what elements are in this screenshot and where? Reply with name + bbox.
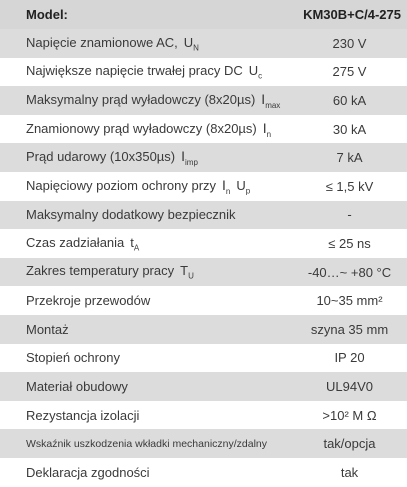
spec-value: -40…~ +80 °C <box>307 264 392 280</box>
spec-label <box>0 350 300 365</box>
table-row <box>0 115 407 144</box>
table-row <box>0 86 407 115</box>
table-row <box>0 229 407 258</box>
spec-label-text: Napięciowy poziom ochrony przy <box>26 177 217 193</box>
spec-label <box>0 120 300 139</box>
spec-label-text: Zakres temperatury pracy <box>26 263 175 279</box>
spec-label <box>0 408 300 423</box>
spec-label-text: Rezystancja izolacji <box>26 407 140 423</box>
spec-value: 10~35 mm² <box>316 293 383 309</box>
table-row <box>0 201 407 230</box>
table-row <box>0 143 407 172</box>
spec-label <box>0 207 300 222</box>
spec-value: 7 kA <box>336 150 363 166</box>
symbol-subscript: c <box>258 71 263 81</box>
spec-label-text: Stopień ochrony <box>26 350 120 366</box>
symbol-main: I <box>261 91 266 108</box>
spec-symbol-secondary <box>236 178 250 196</box>
spec-label <box>0 379 300 394</box>
spec-label <box>0 235 300 253</box>
spec-label-text: Znamionowy prąd wyładowczy (8x20µs) <box>26 120 257 136</box>
symbol-subscript: N <box>193 43 199 53</box>
spec-symbol <box>261 91 280 110</box>
spec-value: 30 kA <box>332 121 367 137</box>
symbol-subscript: n <box>266 129 272 139</box>
spec-value: ≤ 25 ns <box>328 235 371 251</box>
spec-label-text: Czas zadziałania <box>26 234 125 250</box>
spec-label <box>0 465 300 480</box>
spec-label-text: Prąd udarowy (10x350µs) <box>26 149 176 165</box>
spec-label-text: Deklaracja zgodności <box>26 464 150 480</box>
symbol-subscript: max <box>265 100 281 110</box>
header-model-value: KM30B+C/4-275 <box>303 7 401 22</box>
table-row <box>0 172 407 201</box>
symbol-main: I <box>181 148 186 165</box>
symbol-subscript: p <box>245 186 251 196</box>
spec-value: 60 kA <box>332 92 367 108</box>
table-row <box>0 344 407 373</box>
symbol-main: I <box>262 119 267 136</box>
table-row <box>0 315 407 344</box>
spec-label <box>0 438 300 450</box>
spec-symbol <box>263 120 271 139</box>
spec-label-text: Wskaźnik uszkodzenia wkładki mechaniczny/zdalny <box>26 437 268 450</box>
table-row <box>0 401 407 430</box>
table-row <box>0 29 407 58</box>
spec-symbol <box>130 235 139 253</box>
symbol-main: U <box>236 177 246 193</box>
table-row <box>0 429 407 458</box>
symbol-main: T <box>180 263 189 279</box>
spec-label <box>0 322 300 337</box>
spec-value: 275 V <box>332 64 367 80</box>
symbol-main: I <box>222 176 226 193</box>
symbol-main: t <box>130 234 134 250</box>
table-row <box>0 258 407 287</box>
spec-label <box>0 91 300 110</box>
symbol-subscript: n <box>225 186 231 196</box>
spec-symbol <box>249 63 262 81</box>
spec-value: >10² M Ω <box>322 407 377 423</box>
table-row <box>0 372 407 401</box>
header-label: Model: <box>26 7 68 22</box>
spec-label <box>0 263 300 281</box>
spec-value: ≤ 1,5 kV <box>325 178 374 194</box>
spec-value: szyna 35 mm <box>310 321 389 337</box>
symbol-main: U <box>248 63 259 79</box>
table-row <box>0 286 407 315</box>
spec-value: tak/opcja <box>323 436 376 452</box>
spec-symbol <box>181 148 198 167</box>
spec-symbol <box>180 263 194 281</box>
spec-value: 230 V <box>332 35 367 51</box>
spec-symbol <box>222 177 230 196</box>
symbol-subscript: A <box>133 243 140 253</box>
spec-label-text: Napięcie znamionowe AC, <box>26 34 178 50</box>
spec-label-text: Maksymalny prąd wyładowczy (8x20µs) <box>26 92 256 108</box>
spec-label-text: Materiał obudowy <box>26 378 128 394</box>
spec-label-text: Największe napięcie trwałej pracy DC <box>26 63 243 79</box>
spec-value: UL94V0 <box>326 378 373 394</box>
spec-label <box>0 293 300 308</box>
spec-label-text: Montaż <box>26 321 69 337</box>
spec-value: tak <box>340 464 359 480</box>
symbol-subscript: U <box>188 271 194 281</box>
symbol-main: U <box>183 34 194 50</box>
symbol-subscript: imp <box>185 158 198 168</box>
table-row <box>0 58 407 87</box>
spec-value: - <box>347 207 352 223</box>
spec-symbol <box>184 35 199 53</box>
spec-label <box>0 148 300 167</box>
spec-label <box>0 63 300 81</box>
spec-label <box>0 177 300 196</box>
spec-value: IP 20 <box>334 350 365 366</box>
spec-label-text: Maksymalny dodatkowy bezpiecznik <box>26 207 236 223</box>
table-header-row <box>0 0 407 29</box>
spec-label-text: Przekroje przewodów <box>26 293 151 309</box>
table-row <box>0 458 407 487</box>
spec-label <box>0 35 300 53</box>
